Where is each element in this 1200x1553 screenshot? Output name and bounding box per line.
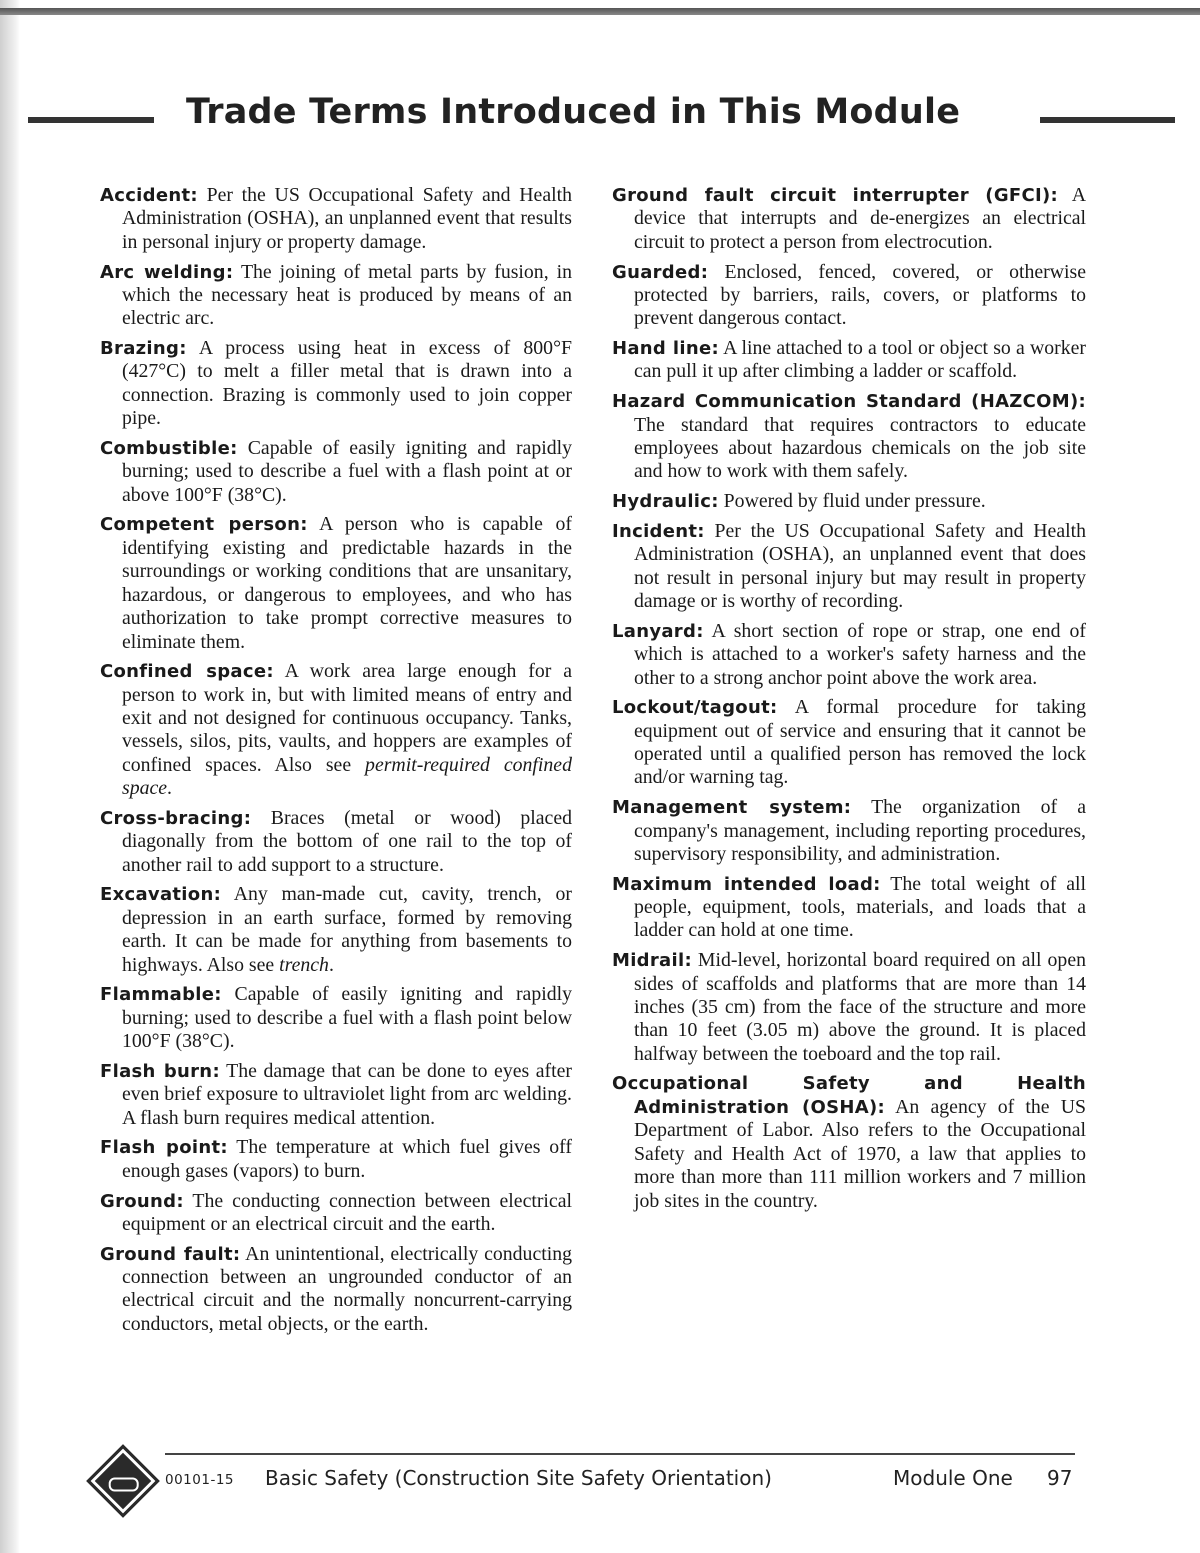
see-also-term: trench: [279, 953, 329, 976]
glossary-definition: The joining of metal parts by fusion, in which the necessary heat is produced by means of an electric arc.: [122, 260, 572, 330]
glossary-definition: The standard that requires contractors to educate employees about hazardous chemicals on the job site and how to work with them safely.: [634, 413, 1086, 483]
glossary-term: Combustible: [100, 437, 231, 459]
glossary-entry: [612, 337, 1086, 384]
glossary-term: Ground fault circuit interrupter (GFCI): [612, 185, 1051, 206]
glossary-entry: [100, 1190, 572, 1237]
title-rule-right: [1040, 117, 1175, 123]
see-also-end: .: [328, 953, 334, 976]
term-separator: :: [243, 807, 252, 829]
glossary-term: Hand line: [612, 338, 712, 360]
scan-top-edge: [0, 8, 1200, 15]
glossary-entry: [100, 437, 572, 507]
glossary-entry: [100, 807, 572, 877]
term-separator: :: [213, 884, 222, 906]
glossary-term: Ground: [100, 1190, 177, 1212]
glossary-entry: [100, 1060, 572, 1130]
glossary-definition: An unintentional, electrically conducting connection between an ungrounded conductor of an electrical circuit and the normally noncurrent-carrying conductors, metal objects, or the earth.: [122, 1242, 572, 1335]
glossary-definition: The temperature at which fuel gives off enough gases (vapors) to burn.: [122, 1136, 572, 1182]
glossary-entry: [100, 513, 572, 653]
term-separator: :: [1078, 391, 1086, 413]
glossary-definition: The total weight of all people, equipment, tools, materials, and loads that a ladder can hold at one time.: [634, 872, 1087, 942]
glossary-definition: The conducting connection between electrical equipment or an electrical circuit and the earth.: [122, 1189, 572, 1235]
glossary-term: Guarded: [612, 261, 701, 283]
term-separator: :: [230, 437, 238, 459]
term-separator: :: [873, 873, 881, 895]
glossary-definition: Capable of easily igniting and rapidly burning; used to describe a fuel with a flash point at or above 100°F (38°C).: [122, 436, 572, 506]
glossary-entry: [612, 520, 1086, 614]
glossary-term: Management system: [612, 797, 844, 819]
glossary-entry: [612, 1072, 1086, 1212]
glossary-entry: [100, 983, 572, 1053]
title-bar: [0, 92, 1200, 148]
term-separator: :: [176, 1190, 184, 1212]
glossary-entry: [100, 883, 572, 977]
footer-course-code: 00101-15: [165, 1472, 234, 1488]
scan-left-edge: [0, 0, 20, 1553]
glossary-term: Lockout/tagout: [612, 697, 770, 719]
glossary-entry: [612, 696, 1086, 790]
term-separator: :: [190, 185, 198, 206]
glossary-definition: The damage that can be done to eyes after even brief exposure to ultraviolet light from arc welding. A flash burn requires medical attention.: [122, 1059, 572, 1129]
glossary-entry: [100, 337, 572, 431]
glossary-definition: Mid-level, horizontal board required on all open sides of scaffolds and platforms that are more than 14 inches (35 cm) from the face of the structure and more than 10 feet (3.05 m) above the ground. It is placed halfway between the toeboard and the top rail.: [634, 949, 1086, 1065]
glossary-entry: [612, 261, 1086, 331]
glossary-entry: [612, 390, 1086, 484]
glossary-entry: [100, 184, 572, 254]
glossary-definition: A formal procedure for taking equipment out of service and ensuring that it cannot be operated until a qualified person has removed the lock and/or warning tag.: [634, 696, 1086, 789]
see-also-term: permit-required confined space: [122, 753, 572, 800]
term-separator: :: [266, 661, 274, 683]
title-rule-left: [28, 117, 154, 123]
glossary-term: Excavation: [100, 884, 214, 906]
glossary-term: Incident: [612, 520, 698, 542]
term-separator: :: [877, 1096, 886, 1118]
glossary-entry: [100, 1136, 572, 1183]
term-separator: :: [684, 950, 692, 972]
term-separator: :: [220, 1137, 228, 1159]
footer-book-title: Basic Safety (Construction Site Safety Orientation): [265, 1466, 772, 1490]
glossary-entry: [612, 796, 1086, 866]
nccer-logo-icon: [86, 1444, 160, 1518]
glossary-definition: Powered by fluid under pressure.: [718, 490, 986, 513]
term-separator: :: [300, 514, 308, 536]
glossary-definition: A work area large enough for a person to work in, but with limited means of entry and exit and not designed for continuous occupancy. Tanks, vessels, silos, pits, vaults, and hoppers are examples of confined spaces. Also see: [122, 660, 573, 776]
glossary-entry: [100, 660, 572, 800]
glossary-entry: [612, 620, 1086, 690]
term-separator: :: [843, 797, 852, 819]
glossary-definition: Enclosed, fenced, covered, or otherwise protected by barriers, rails, covers, or platforms to prevent dangerous contact.: [634, 260, 1086, 330]
glossary-entry: [612, 949, 1086, 1066]
glossary-definition: Per the US Occupational Safety and Health Administration (OSHA), an unplanned event that does not result in personal injury but may result in property damage or is worthy of recording.: [634, 519, 1086, 612]
glossary-left-column: [100, 184, 572, 1343]
page-title: Trade Terms Introduced in This Module: [186, 92, 961, 132]
glossary-term: Hydraulic: [612, 491, 712, 513]
glossary-definition: A process using heat in excess of 800°F (427°C) to melt a filler metal that is drawn into a connection. Brazing is commonly used to join copper pipe.: [122, 337, 572, 430]
glossary-definition: A device that interrupts and de-energizes an electrical circuit to protect a person from electrocution.: [634, 184, 1086, 253]
glossary-term: Accident: [100, 185, 191, 206]
glossary-entry: [100, 261, 572, 331]
glossary-term: Arc welding: [100, 261, 226, 283]
glossary-term: Brazing: [100, 338, 180, 360]
glossary-term: Midrail: [612, 950, 685, 972]
see-also-end: .: [167, 777, 172, 800]
glossary-definition: Braces (metal or wood) placed diagonally from the bottom of one rail to the top of another rail to add support to a structure.: [122, 806, 572, 876]
glossary-term: Flash burn: [100, 1060, 213, 1082]
glossary-entry: [612, 490, 1086, 513]
term-separator: :: [214, 984, 222, 1006]
term-separator: :: [1050, 185, 1059, 206]
glossary-entry: [612, 873, 1086, 943]
glossary-term: Ground fault: [100, 1243, 233, 1265]
term-separator: :: [711, 338, 719, 360]
glossary-term: Cross-bracing: [100, 807, 244, 829]
page-footer: [165, 1466, 1075, 1494]
glossary-term: Flash point: [100, 1137, 221, 1159]
glossary-definition: Capable of easily igniting and rapidly burning; used to describe a fuel with a flash point below 100°F (38°C).: [122, 983, 572, 1053]
glossary-entry: [100, 1243, 572, 1337]
glossary-term: Hazard Communication Standard (HAZCOM): [612, 391, 1079, 413]
glossary-term: Flammable: [100, 984, 215, 1006]
glossary-definition: Per the US Occupational Safety and Health Administration (OSHA), an unplanned event that results in personal injury or property damage.: [122, 184, 572, 253]
glossary-term: Occupational Safety and Health Administration (OSHA): [612, 1073, 1086, 1118]
glossary-definition: A short section of rope or strap, one end of which is attached to a worker's safety harness and the other to a strong anchor point above the work area.: [634, 619, 1086, 689]
term-separator: :: [697, 520, 705, 542]
glossary-term: Competent person: [100, 514, 301, 536]
glossary-term: Lanyard: [612, 620, 697, 642]
glossary-definition: The organization of a company's management, including reporting procedures, supervisory responsibility, and administration.: [634, 796, 1087, 865]
glossary-right-column: [612, 184, 1086, 1219]
footer-rule: [165, 1453, 1075, 1455]
glossary-definition: An agency of the US Department of Labor. Also refers to the Occupational Safety and Health Act of 1970, a law that applies to more than more than 111 million workers and 7 million job sites in the country.: [634, 1095, 1086, 1212]
term-separator: :: [769, 697, 778, 719]
term-separator: :: [179, 338, 187, 360]
glossary-definition: Any man-made cut, cavity, trench, or depression in an earth surface, formed by removing earth. It can be made for anything from basements to highways. Also see: [122, 883, 572, 976]
glossary-entry: [612, 184, 1086, 254]
term-separator: :: [225, 261, 234, 283]
glossary-definition: A person who is capable of identifying existing and predictable hazards in the surroundings or working conditions that are unsanitary, hazardous, or dangerous to employees, and who has authorization to take prompt corrective measures to eliminate them.: [122, 513, 572, 653]
footer-page-number: 97: [1047, 1466, 1073, 1490]
glossary-term: Maximum intended load: [612, 873, 874, 895]
term-separator: :: [700, 261, 709, 283]
glossary-term: Confined space: [100, 661, 267, 683]
footer-module: Module One: [893, 1466, 1013, 1490]
term-separator: :: [212, 1060, 220, 1082]
term-separator: :: [232, 1243, 241, 1265]
term-separator: :: [711, 491, 719, 513]
term-separator: :: [696, 620, 704, 642]
glossary-definition: A line attached to a tool or object so a worker can pull it up after climbing a ladder or scaffold.: [634, 337, 1086, 383]
